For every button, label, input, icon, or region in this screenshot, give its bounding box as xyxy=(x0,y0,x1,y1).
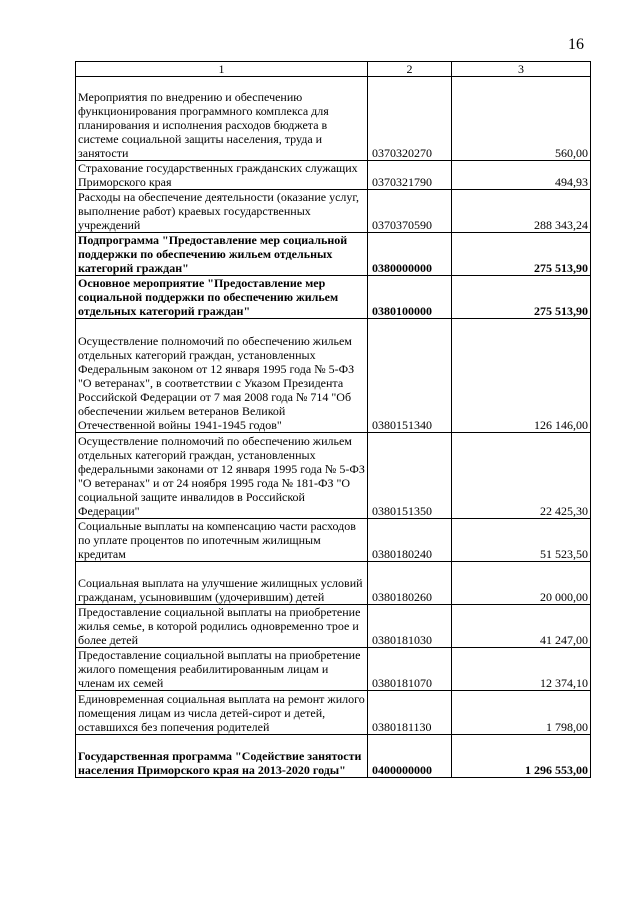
row-name: Единовременная социальная выплата на ремонт жилого помещения лицам из числа детей-сирот и детей, оставшихся без попечения родителей xyxy=(76,691,368,735)
header-row xyxy=(76,62,591,77)
table-row xyxy=(76,161,591,190)
row-amount: 560,00 xyxy=(452,77,591,161)
table-row xyxy=(76,77,591,161)
row-name: Предоставление социальной выплаты на приобретение жилья семье, в которой родились одновременно трое и более детей xyxy=(76,605,368,648)
header-col-2: 2 xyxy=(368,62,452,77)
row-code: 0380000000 xyxy=(368,233,452,276)
row-name: Подпрограмма "Предоставление мер социальной поддержки по обеспечению жильем отдельных категорий граждан" xyxy=(76,233,368,276)
header-col-3: 3 xyxy=(452,62,591,77)
row-amount: 20 000,00 xyxy=(452,562,591,605)
row-amount: 275 513,90 xyxy=(452,276,591,319)
row-amount: 1 798,00 xyxy=(452,691,591,735)
row-amount: 41 247,00 xyxy=(452,605,591,648)
row-amount: 22 425,30 xyxy=(452,433,591,519)
page-number: 16 xyxy=(568,36,584,53)
row-name: Расходы на обеспечение деятельности (оказание услуг, выполнение работ) краевых государственных учреждений xyxy=(76,190,368,233)
row-amount: 12 374,10 xyxy=(452,648,591,691)
table-row xyxy=(76,276,591,319)
row-name: Осуществление полномочий по обеспечению жильем отдельных категорий граждан, установленных Федеральным законом от 12 января 1995 года № 5-ФЗ "О ветеранах", в соответствии с Указом Президента Российской Федерации от 7 мая 2008 года № 714 "Об обеспечении жильем ветеранов Великой Отечественной войны 1941-1945 годов" xyxy=(76,319,368,433)
header-col-1: 1 xyxy=(76,62,368,77)
row-name: Осуществление полномочий по обеспечению жильем отдельных категорий граждан, установленных федеральными законами от 12 января 1995 года № 5-ФЗ "О ветеранах" и от 24 ноября 1995 года № 181-ФЗ "О социальной защите инвалидов в Российской Федерации" xyxy=(76,433,368,519)
budget-table xyxy=(75,61,591,778)
row-name: Социальные выплаты на компенсацию части расходов по уплате процентов по ипотечным жилищным кредитам xyxy=(76,519,368,562)
table-row xyxy=(76,233,591,276)
table-row xyxy=(76,562,591,605)
row-code: 0380180260 xyxy=(368,562,452,605)
row-code: 0370370590 xyxy=(368,190,452,233)
row-amount: 126 146,00 xyxy=(452,319,591,433)
table-row xyxy=(76,691,591,735)
row-name: Мероприятия по внедрению и обеспечению функционирования программного комплекса для планирования и исполнения расходов бюджета в системе социальной защиты населения, труда и занятости xyxy=(76,77,368,161)
row-code: 0370321790 xyxy=(368,161,452,190)
table-row xyxy=(76,605,591,648)
table-row xyxy=(76,319,591,433)
row-amount: 288 343,24 xyxy=(452,190,591,233)
row-code: 0370320270 xyxy=(368,77,452,161)
table-row xyxy=(76,648,591,691)
row-name: Предоставление социальной выплаты на приобретение жилого помещения реабилитированным лицам и членам их семей xyxy=(76,648,368,691)
row-code: 0380100000 xyxy=(368,276,452,319)
table-row xyxy=(76,519,591,562)
row-code: 0380151350 xyxy=(368,433,452,519)
row-name: Социальная выплата на улучшение жилищных условий гражданам, усыновившим (удочерившим) детей xyxy=(76,562,368,605)
row-amount: 494,93 xyxy=(452,161,591,190)
row-code: 0380180240 xyxy=(368,519,452,562)
row-code: 0380181130 xyxy=(368,691,452,735)
row-code: 0380181070 xyxy=(368,648,452,691)
row-name: Государственная программа "Содействие занятости населения Приморского края на 2013-2020 годы" xyxy=(76,735,368,778)
row-amount: 275 513,90 xyxy=(452,233,591,276)
table-row xyxy=(76,433,591,519)
row-name: Страхование государственных гражданских служащих Приморского края xyxy=(76,161,368,190)
table-row xyxy=(76,190,591,233)
row-amount: 1 296 553,00 xyxy=(452,735,591,778)
row-name: Основное мероприятие "Предоставление мер социальной поддержки по обеспечению жильем отдельных категорий граждан" xyxy=(76,276,368,319)
row-code: 0380181030 xyxy=(368,605,452,648)
row-amount: 51 523,50 xyxy=(452,519,591,562)
budget-table-body xyxy=(76,62,591,778)
row-code: 0400000000 xyxy=(368,735,452,778)
table-row xyxy=(76,735,591,778)
row-code: 0380151340 xyxy=(368,319,452,433)
